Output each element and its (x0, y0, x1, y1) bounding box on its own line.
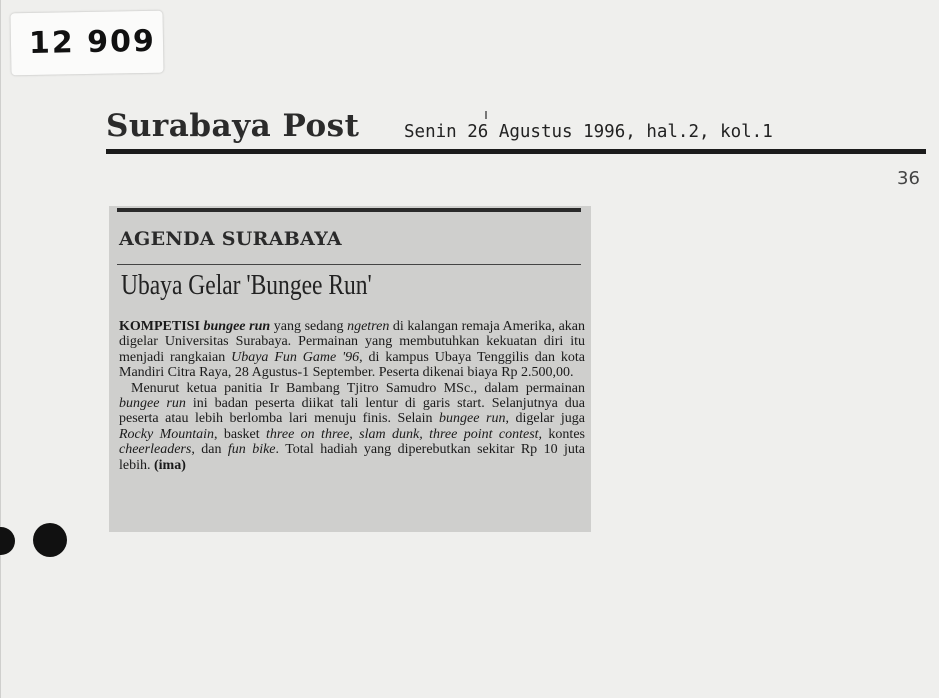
section-rule (117, 264, 581, 265)
emphasis-term: three on three, slam dunk, three point contest, (266, 426, 543, 442)
header-rule (106, 149, 926, 154)
newspaper-masthead: Surabaya Post (106, 108, 360, 144)
emphasis-term: bungee run (439, 411, 506, 427)
emphasis-term: cheerleaders (119, 442, 192, 458)
emphasis-term: bungee run (119, 396, 186, 412)
body-text: ini badan peserta diikat tali lentur di garis start. Selanjutnya dua peserta atau lebih berlomba lari menuju finis. Selain (119, 396, 585, 427)
page-number: 36 (897, 168, 920, 189)
article-headline: Ubaya Gelar 'Bungee Run' (121, 270, 372, 301)
body-text: yang sedang (270, 319, 348, 334)
newspaper-clipping (109, 206, 591, 532)
body-text: , di kampus Ubaya Tenggilis dan kota Mandiri Citra Raya, 28 Agustus-1 September. Peserta dikenai biaya Rp 2.500,00. (119, 349, 585, 381)
body-text: , basket (214, 426, 267, 442)
ink-mark (485, 111, 487, 119)
handwritten-archive-tag: 12 909 (10, 11, 163, 76)
publication-dateline: Senin 26 Agustus 1996, hal.2, kol.1 (404, 122, 773, 142)
body-text: . Total hadiah yang diperebutkan sekitar Rp 10 juta lebih. (119, 442, 586, 473)
newspaper-header (106, 108, 926, 156)
punch-hole-left (0, 527, 15, 555)
clipping-top-rule (117, 208, 581, 212)
section-title: AGENDA SURABAYA (119, 228, 342, 250)
article-paragraph (119, 381, 585, 473)
body-text: di kalangan remaja Amerika, akan digelar Universitas Surabaya. Permainan yang membutuhkan kekuatan diri itu menjadi rangkaian (119, 319, 586, 365)
emphasis-term: Ubaya Fun Game '96 (231, 349, 360, 365)
body-text: Menurut ketua panitia Ir Bambang Tjitro Samudro MSc., dalam permainan (131, 380, 585, 396)
punch-hole (33, 523, 67, 557)
body-text: , digelar juga (505, 411, 585, 427)
article-body (119, 319, 585, 473)
author-signature: (ima) (154, 457, 186, 473)
emphasis-term: ngetren (347, 319, 390, 334)
body-text: kontes (542, 426, 585, 442)
emphasis-term: bungee run (203, 319, 271, 334)
emphasis-term: Rocky Mountain (119, 426, 215, 442)
lead-word: KOMPETISI (119, 319, 200, 334)
body-text: , dan (191, 442, 228, 458)
emphasis-term: fun bike (227, 442, 276, 458)
article-paragraph (119, 319, 585, 381)
